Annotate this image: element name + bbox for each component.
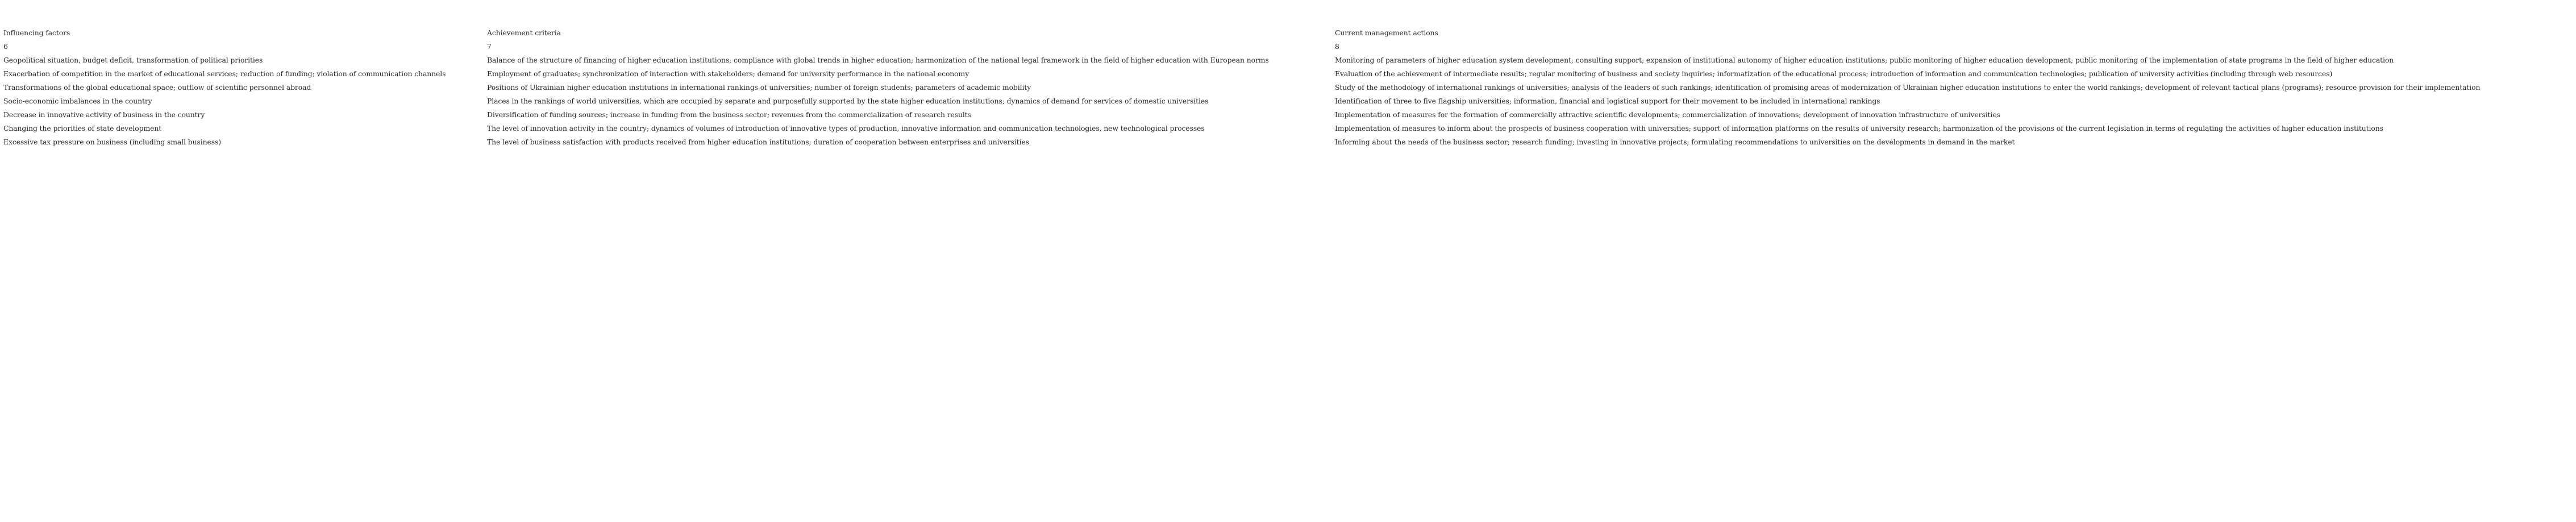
table-row	[3, 108, 2568, 122]
column-number: 6	[3, 42, 8, 51]
management-action-cell: Implementation of measures for the formation of commercially attractive scientific developments; commercialization of innovations; development of innovation infrastructure of universities	[1335, 110, 2000, 119]
influencing-factor-cell: Decrease in innovative activity of business in the country	[3, 110, 205, 119]
management-action-cell: Identification of three to five flagship universities; information, financial and logistical support for their movement to be included in international rankings	[1335, 97, 1880, 105]
management-action-cell: Study of the methodology of international rankings of universities; analysis of the leaders of such rankings; identification of promising areas of modernization of Ukrainian higher education institutions to enter the world rankings; development of relevant tactical plans (programs); resource provision for their implementation	[1335, 83, 2481, 92]
table-row	[3, 135, 2568, 149]
header-achievement-criteria: Achievement criteria	[487, 28, 561, 37]
column-number: 7	[487, 42, 492, 51]
header-row	[3, 26, 2568, 40]
header-influencing-factors: Influencing factors	[3, 28, 70, 37]
influencing-factor-cell: Changing the priorities of state development	[3, 124, 162, 132]
table-row	[3, 53, 2568, 67]
management-actions-table	[3, 26, 2568, 149]
influencing-factor-cell: Excessive tax pressure on business (including small business)	[3, 138, 221, 146]
header-management-actions: Current management actions	[1335, 28, 1438, 37]
management-action-cell: Evaluation of the achievement of intermediate results; regular monitoring of business and society inquiries; informatization of the educational process; introduction of information and communication technologies; publication of university activities (including through web resources)	[1335, 69, 2333, 78]
table-row	[3, 67, 2568, 81]
achievement-criteria-cell: The level of business satisfaction with products received from higher education institutions; duration of cooperation between enterprises and universities	[487, 138, 1029, 146]
achievement-criteria-cell: Balance of the structure of financing of higher education institutions; compliance with global trends in higher education; harmonization of the national legal framework in the field of higher education with European norms	[487, 56, 1269, 64]
influencing-factor-cell: Exacerbation of competition in the market of educational services; reduction of funding; violation of communication channels	[3, 69, 446, 78]
management-action-cell: Informing about the needs of the business sector; research funding; investing in innovative projects; formulating recommendations to universities on the developments in demand in the market	[1335, 138, 2015, 146]
management-action-cell: Implementation of measures to inform about the prospects of business cooperation with universities; support of information platforms on the results of university research; harmonization of the provisions of the current legislation in terms of regulating the activities of higher education institutions	[1335, 124, 2383, 132]
table-row	[3, 81, 2568, 94]
column-number: 8	[1335, 42, 1339, 51]
column-number-row	[3, 40, 2568, 53]
influencing-factor-cell: Transformations of the global educational space; outflow of scientific personnel abroad	[3, 83, 311, 92]
achievement-criteria-cell: Diversification of funding sources; increase in funding from the business sector; revenues from the commercialization of research results	[487, 110, 971, 119]
table-row	[3, 94, 2568, 108]
influencing-factor-cell: Geopolitical situation, budget deficit, transformation of political priorities	[3, 56, 263, 64]
achievement-criteria-cell: The level of innovation activity in the country; dynamics of volumes of introduction of innovative types of production, innovative information and communication technologies, new technological processes	[487, 124, 1205, 132]
influencing-factor-cell: Socio-economic imbalances in the country	[3, 97, 152, 105]
achievement-criteria-cell: Places in the rankings of world universities, which are occupied by separate and purposefully supported by the state higher education institutions; dynamics of demand for services of domestic universities	[487, 97, 1209, 105]
achievement-criteria-cell: Positions of Ukrainian higher education institutions in international rankings of universities; number of foreign students; parameters of academic mobility	[487, 83, 1031, 92]
management-action-cell: Monitoring of parameters of higher education system development; consulting support; expansion of institutional autonomy of higher education institutions; public monitoring of higher education development; public monitoring of the implementation of state programs in the field of higher education	[1335, 56, 2394, 64]
table-row	[3, 122, 2568, 135]
achievement-criteria-cell: Employment of graduates; synchronization of interaction with stakeholders; demand for university performance in the national economy	[487, 69, 969, 78]
